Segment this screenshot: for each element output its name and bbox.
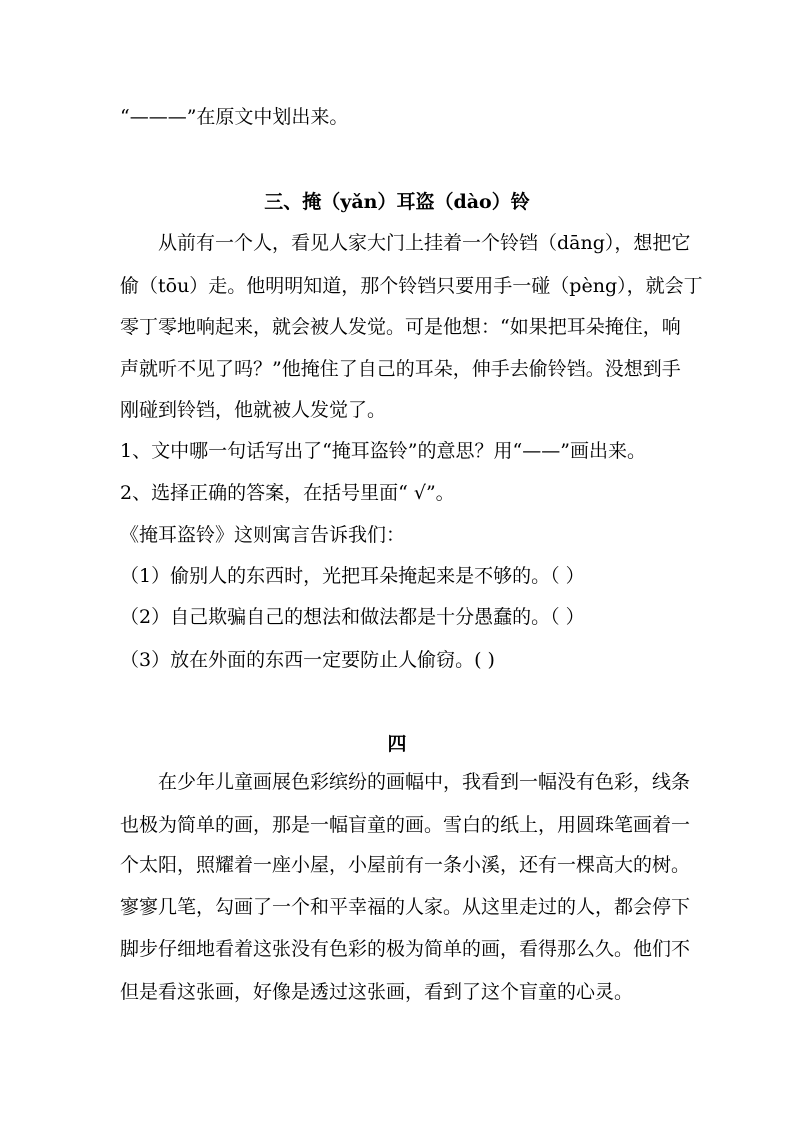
- section3-title: 三、掩（yǎn）耳盗（dào）铃: [264, 191, 530, 213]
- section3-paragraph-line-4: 声就听不见了吗？”他掩住了自己的耳朵，伸手去偷铃铛。没想到手: [120, 358, 681, 380]
- section4-paragraph-line-2: 也极为简单的画，那是一幅盲童的画。雪白的纸上，用圆珠笔画着一: [120, 814, 691, 836]
- question-prompt: 《掩耳盗铃》这则寓言告诉我们：: [120, 524, 406, 546]
- option-3: （3）放在外面的东西一定要防止人偷窃。( ): [120, 649, 495, 671]
- section3-paragraph-line-1: 从前有一个人，看见人家大门上挂着一个铃铛（dāng），想把它: [158, 232, 691, 254]
- intro-line: “———”在原文中划出来。: [120, 106, 349, 128]
- section3-paragraph-line-5: 刚碰到铃铛，他就被人发觉了。: [120, 399, 387, 421]
- section4-paragraph-line-1: 在少年儿童画展色彩缤纷的画幅中，我看到一幅没有色彩，线条: [158, 771, 691, 793]
- section4-paragraph-line-5: 脚步仔细地看着这张没有色彩的极为简单的画，看得那么久。他们不: [120, 938, 691, 960]
- question-2: 2、选择正确的答案，在括号里面“ √”。: [120, 482, 455, 504]
- section3-paragraph-line-2: 偷（tōu）走。他明明知道，那个铃铛只要用手一碰（pèng），就会丁: [120, 275, 703, 297]
- section4-title: 四: [387, 733, 407, 755]
- section4-paragraph-line-3: 个太阳，照耀着一座小屋，小屋前有一条小溪，还有一棵高大的树。: [120, 854, 691, 876]
- option-1: （1）偷别人的东西时，光把耳朵掩起来是不够的。（ ）: [120, 565, 585, 587]
- section4-paragraph-line-4: 寥寥几笔，勾画了一个和平幸福的人家。从这里走过的人，都会停下: [120, 896, 691, 918]
- option-2: （2）自己欺骗自己的想法和做法都是十分愚蠢的。（ ）: [120, 606, 585, 628]
- section4-paragraph-line-6: 但是看这张画，好像是透过这张画，看到了这个盲童的心灵。: [120, 981, 634, 1003]
- question-1: 1、文中哪一句话写出了“掩耳盗铃”的意思？用“——”画出来。: [120, 440, 646, 462]
- section3-paragraph-line-3: 零丁零地响起来，就会被人发觉。可是他想：“如果把耳朵掩住，响: [120, 316, 681, 338]
